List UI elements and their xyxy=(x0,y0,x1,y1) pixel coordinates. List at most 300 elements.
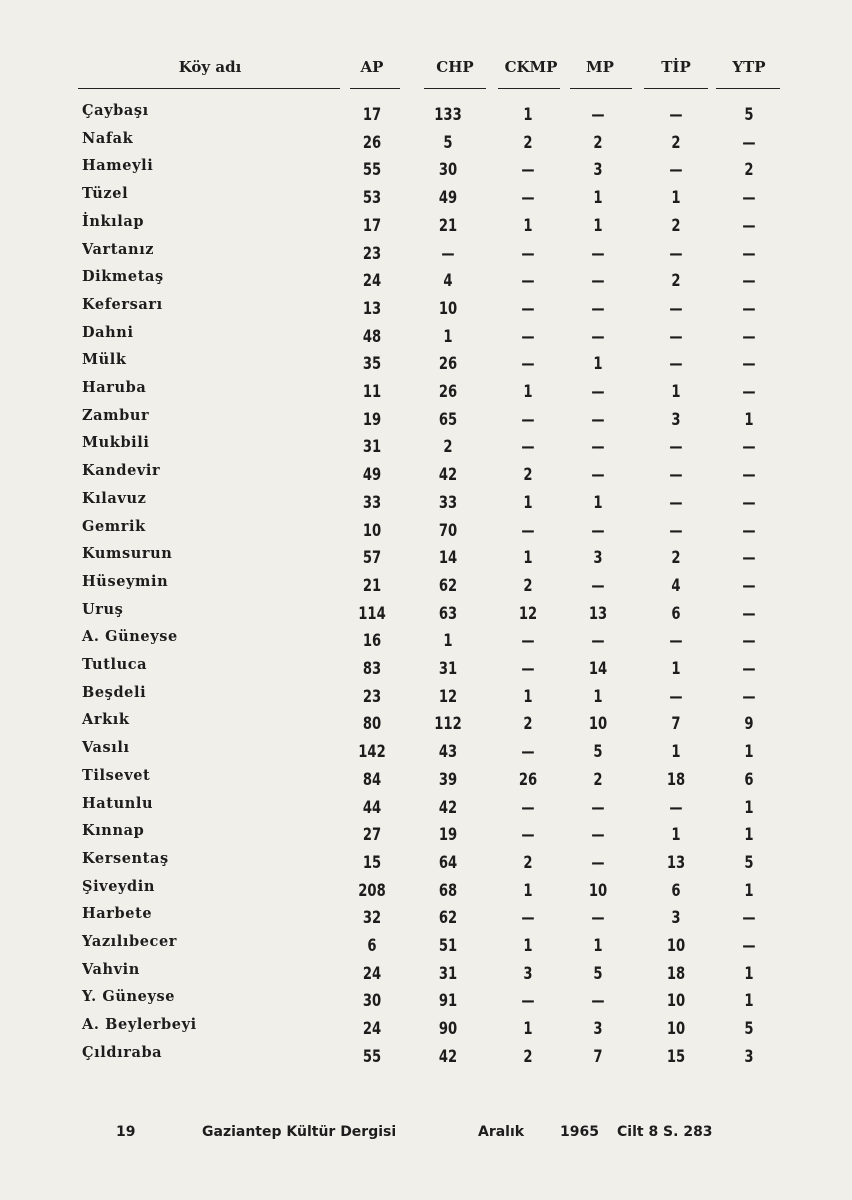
vote-ckmp: — xyxy=(521,160,535,181)
table-row xyxy=(0,130,852,158)
village-name: Dikmetaş xyxy=(82,268,164,286)
table-row xyxy=(0,656,852,684)
village-name: Gemrik xyxy=(82,517,146,535)
vote-ckmp: — xyxy=(521,908,535,929)
vote-ytp: 1 xyxy=(744,742,754,763)
vote-ap: 26 xyxy=(362,132,382,153)
vote-ckmp: 1 xyxy=(523,936,533,956)
vote-chp: — xyxy=(441,243,455,264)
vote-chp: 63 xyxy=(438,603,458,624)
vote-mp: — xyxy=(591,520,605,541)
vote-ytp: — xyxy=(742,659,756,679)
vote-tip: — xyxy=(669,492,683,513)
header-ckmp: CKMP xyxy=(504,58,558,76)
table-row xyxy=(0,462,852,490)
vote-mp: 14 xyxy=(588,659,608,679)
table-row xyxy=(0,601,852,629)
vote-chp: 112 xyxy=(434,714,462,735)
table-row xyxy=(0,628,852,656)
vote-mp: 10 xyxy=(588,880,608,901)
vote-tip: 1 xyxy=(671,188,681,209)
vote-ap: 57 xyxy=(362,548,382,569)
vote-mp: 5 xyxy=(593,742,603,763)
table-row xyxy=(0,684,852,712)
vote-ytp: 1 xyxy=(744,825,754,846)
vote-ap: 55 xyxy=(362,160,382,181)
vote-ckmp: 1 xyxy=(523,1019,533,1040)
village-name: Beşdeli xyxy=(82,683,147,701)
vote-tip: 1 xyxy=(671,659,681,679)
village-name: Kılavuz xyxy=(82,489,147,507)
table-row xyxy=(0,739,852,767)
vote-mp: 1 xyxy=(593,354,603,375)
vote-tip: 7 xyxy=(671,714,681,735)
vote-ap: 208 xyxy=(358,880,386,901)
vote-ckmp: 2 xyxy=(523,132,533,153)
vote-ap: 114 xyxy=(358,603,386,624)
village-name: Çıldıraba xyxy=(82,1043,163,1061)
vote-tip: — xyxy=(669,160,683,181)
vote-mp: 2 xyxy=(593,132,603,153)
vote-ytp: 9 xyxy=(744,714,754,735)
header-rule-ytp xyxy=(716,88,780,89)
vote-ytp: — xyxy=(742,631,756,652)
vote-chp: 43 xyxy=(438,742,458,763)
vote-ytp: — xyxy=(742,271,756,292)
vote-tip: 10 xyxy=(666,991,686,1012)
village-name: Arkık xyxy=(82,711,130,729)
vote-ap: 6 xyxy=(367,936,377,956)
vote-ytp: 1 xyxy=(744,963,754,984)
vote-ckmp: 1 xyxy=(523,382,533,402)
vote-tip: 3 xyxy=(671,908,681,929)
vote-tip: — xyxy=(669,298,683,319)
vote-ckmp: 1 xyxy=(523,105,533,125)
vote-ap: 30 xyxy=(362,991,382,1012)
table-row xyxy=(0,213,852,241)
vote-chp: 19 xyxy=(438,825,458,846)
vote-mp: — xyxy=(591,409,605,430)
vote-ckmp: — xyxy=(521,797,535,818)
table-row xyxy=(0,573,852,601)
table-row xyxy=(0,434,852,462)
vote-mp: — xyxy=(591,105,605,125)
table-row xyxy=(0,1044,852,1072)
header-ap: AP xyxy=(360,58,384,76)
vote-chp: 1 xyxy=(443,631,453,652)
vote-ap: 13 xyxy=(362,298,382,319)
vote-chp: 64 xyxy=(438,852,458,873)
vote-ap: 49 xyxy=(362,465,382,486)
table-row xyxy=(0,157,852,185)
vote-ckmp: 1 xyxy=(523,215,533,236)
vote-tip: 6 xyxy=(671,880,681,901)
village-name: Mülk xyxy=(82,351,127,369)
vote-ap: 84 xyxy=(362,769,382,790)
vote-tip: 10 xyxy=(666,1019,686,1040)
header-rule-tip xyxy=(644,88,708,89)
header-rule-ckmp xyxy=(498,88,560,89)
table-row xyxy=(0,241,852,269)
table-row xyxy=(0,102,852,130)
table-row xyxy=(0,795,852,823)
village-name: Nafak xyxy=(82,129,134,147)
vote-tip: 1 xyxy=(671,382,681,402)
village-name: Uruş xyxy=(82,600,124,618)
vote-ytp: — xyxy=(742,354,756,375)
vote-ckmp: — xyxy=(521,631,535,652)
vote-tip: — xyxy=(669,354,683,375)
vote-ytp: 1 xyxy=(744,797,754,818)
vote-ckmp: 2 xyxy=(523,465,533,486)
vote-ckmp: — xyxy=(521,298,535,319)
vote-tip: — xyxy=(669,797,683,818)
vote-tip: 2 xyxy=(671,215,681,236)
village-name: Kınnap xyxy=(82,822,145,840)
header-rule-chp xyxy=(424,88,486,89)
vote-ap: 21 xyxy=(362,575,382,596)
vote-ckmp: — xyxy=(521,825,535,846)
table-row xyxy=(0,961,852,989)
village-name: Tilsevet xyxy=(82,766,151,784)
vote-ytp: — xyxy=(742,298,756,319)
vote-mp: 1 xyxy=(593,492,603,513)
table-row xyxy=(0,407,852,435)
vote-chp: 33 xyxy=(438,492,458,513)
vote-mp: — xyxy=(591,326,605,347)
vote-chp: 30 xyxy=(438,160,458,181)
village-name: Kersentaş xyxy=(82,849,169,867)
village-name: Zambur xyxy=(82,406,150,424)
vote-ytp: 1 xyxy=(744,880,754,901)
table-row xyxy=(0,379,852,407)
vote-ap: 17 xyxy=(362,105,382,125)
vote-ap: 80 xyxy=(362,714,382,735)
vote-ckmp: 2 xyxy=(523,575,533,596)
vote-tip: 3 xyxy=(671,409,681,430)
vote-mp: — xyxy=(591,465,605,486)
village-name: Hüseymin xyxy=(82,572,169,590)
header-mp: MP xyxy=(586,58,614,76)
vote-ytp: — xyxy=(742,603,756,624)
journal-title: Gaziantep Kültür Dergisi xyxy=(202,1124,397,1140)
vote-tip: 6 xyxy=(671,603,681,624)
vote-tip: — xyxy=(669,437,683,458)
village-name: Hameyli xyxy=(82,157,154,175)
vote-mp: 1 xyxy=(593,936,603,956)
village-name: İnkılap xyxy=(82,212,145,230)
vote-ap: 15 xyxy=(362,852,382,873)
vote-chp: 62 xyxy=(438,908,458,929)
vote-ap: 48 xyxy=(362,326,382,347)
vote-chp: 5 xyxy=(443,132,453,153)
vote-ytp: — xyxy=(742,492,756,513)
vote-ytp: — xyxy=(742,437,756,458)
table-row xyxy=(0,518,852,546)
vote-mp: 5 xyxy=(593,963,603,984)
village-name: Şiveydin xyxy=(82,877,156,895)
vote-tip: — xyxy=(669,243,683,264)
volume-info: Cilt 8 S. 283 xyxy=(617,1124,713,1140)
vote-tip: — xyxy=(669,520,683,541)
vote-ap: 53 xyxy=(362,188,382,209)
vote-mp: — xyxy=(591,243,605,264)
vote-ckmp: — xyxy=(521,742,535,763)
vote-tip: 1 xyxy=(671,825,681,846)
vote-chp: 4 xyxy=(443,271,453,292)
vote-ytp: 2 xyxy=(744,160,754,181)
table-row xyxy=(0,490,852,518)
vote-chp: 68 xyxy=(438,880,458,901)
issue-month: Aralık xyxy=(478,1124,525,1140)
vote-tip: 2 xyxy=(671,132,681,153)
vote-ckmp: 1 xyxy=(523,686,533,707)
vote-ap: 24 xyxy=(362,963,382,984)
vote-ckmp: 2 xyxy=(523,714,533,735)
vote-ap: 55 xyxy=(362,1046,382,1067)
village-name: Yazılıbecer xyxy=(82,933,178,950)
vote-tip: 18 xyxy=(666,769,686,790)
vote-tip: 13 xyxy=(666,852,686,873)
vote-tip: — xyxy=(669,105,683,125)
vote-tip: 2 xyxy=(671,271,681,292)
vote-mp: 13 xyxy=(588,603,608,624)
header-chp: CHP xyxy=(436,58,474,76)
vote-ckmp: 26 xyxy=(518,769,538,790)
vote-ytp: — xyxy=(742,326,756,347)
vote-chp: 26 xyxy=(438,354,458,375)
table-row xyxy=(0,878,852,906)
vote-mp: — xyxy=(591,271,605,292)
vote-mp: 1 xyxy=(593,686,603,707)
village-name: Vahvin xyxy=(82,960,140,978)
vote-ap: 10 xyxy=(362,520,382,541)
vote-chp: 133 xyxy=(434,105,462,125)
vote-ytp: — xyxy=(742,575,756,596)
vote-mp: — xyxy=(591,298,605,319)
vote-tip: — xyxy=(669,326,683,347)
vote-tip: 15 xyxy=(666,1046,686,1067)
vote-ytp: — xyxy=(742,188,756,209)
vote-chp: 42 xyxy=(438,797,458,818)
header-ytp: YTP xyxy=(732,58,766,76)
vote-ytp: 1 xyxy=(744,409,754,430)
vote-ytp: — xyxy=(742,936,756,956)
vote-ckmp: 12 xyxy=(518,603,538,624)
vote-ap: 44 xyxy=(362,797,382,818)
vote-ap: 19 xyxy=(362,409,382,430)
village-name: Dahni xyxy=(82,323,134,341)
vote-ap: 83 xyxy=(362,659,382,679)
table-row xyxy=(0,850,852,878)
vote-ckmp: — xyxy=(521,520,535,541)
village-name: Haruba xyxy=(82,379,147,396)
village-name: Tüzel xyxy=(82,185,129,203)
vote-mp: 3 xyxy=(593,548,603,569)
vote-ap: 142 xyxy=(358,742,386,763)
vote-chp: 14 xyxy=(438,548,458,569)
vote-tip: 10 xyxy=(666,936,686,956)
page-number: 19 xyxy=(116,1124,136,1140)
village-name: Kefersarı xyxy=(82,295,163,313)
vote-ytp: — xyxy=(742,215,756,236)
vote-tip: 1 xyxy=(671,742,681,763)
vote-mp: 1 xyxy=(593,215,603,236)
table-row xyxy=(0,822,852,850)
vote-ytp: — xyxy=(742,520,756,541)
vote-chp: 42 xyxy=(438,1046,458,1067)
vote-chp: 70 xyxy=(438,520,458,541)
vote-chp: 90 xyxy=(438,1019,458,1040)
vote-ytp: 6 xyxy=(744,769,754,790)
vote-ckmp: — xyxy=(521,271,535,292)
vote-ytp: 1 xyxy=(744,991,754,1012)
vote-chp: 1 xyxy=(443,326,453,347)
village-name: Kandevir xyxy=(82,462,161,480)
vote-chp: 10 xyxy=(438,298,458,319)
vote-mp: 3 xyxy=(593,160,603,181)
vote-mp: 2 xyxy=(593,769,603,790)
village-name: Vasılı xyxy=(82,739,130,757)
vote-mp: 10 xyxy=(588,714,608,735)
vote-mp: 1 xyxy=(593,188,603,209)
vote-ytp: — xyxy=(742,465,756,486)
vote-tip: — xyxy=(669,465,683,486)
village-name: Vartanız xyxy=(82,240,155,258)
vote-ckmp: — xyxy=(521,326,535,347)
vote-ckmp: — xyxy=(521,659,535,679)
table-row xyxy=(0,711,852,739)
table-row xyxy=(0,767,852,795)
vote-ytp: — xyxy=(742,132,756,153)
vote-ytp: 3 xyxy=(744,1046,754,1067)
vote-chp: 42 xyxy=(438,465,458,486)
vote-mp: — xyxy=(591,437,605,458)
vote-ytp: — xyxy=(742,243,756,264)
vote-ckmp: 2 xyxy=(523,1046,533,1067)
vote-ap: 24 xyxy=(362,271,382,292)
vote-ap: 33 xyxy=(362,492,382,513)
table-row xyxy=(0,296,852,324)
village-name: Y. Güneyse xyxy=(82,988,176,1006)
vote-mp: — xyxy=(591,631,605,652)
vote-ap: 27 xyxy=(362,825,382,846)
vote-tip: 2 xyxy=(671,548,681,569)
vote-ckmp: 2 xyxy=(523,852,533,873)
vote-ytp: 5 xyxy=(744,105,754,125)
vote-ap: 23 xyxy=(362,243,382,264)
vote-ytp: — xyxy=(742,908,756,929)
table-row xyxy=(0,905,852,933)
vote-mp: — xyxy=(591,825,605,846)
header-rule-ap xyxy=(350,88,400,89)
vote-mp: 3 xyxy=(593,1019,603,1040)
vote-chp: 62 xyxy=(438,575,458,596)
vote-tip: 4 xyxy=(671,575,681,596)
table-row xyxy=(0,1016,852,1044)
vote-chp: 39 xyxy=(438,769,458,790)
village-name: Mukbili xyxy=(82,434,150,452)
vote-chp: 49 xyxy=(438,188,458,209)
vote-ap: 16 xyxy=(362,631,382,652)
vote-ytp: 5 xyxy=(744,852,754,873)
village-name: Çaybaşı xyxy=(82,102,149,119)
table-row xyxy=(0,324,852,352)
village-name: A. Güneyse xyxy=(82,628,178,646)
vote-tip: 18 xyxy=(666,963,686,984)
vote-ap: 32 xyxy=(362,908,382,929)
vote-ytp: — xyxy=(742,548,756,569)
vote-ytp: 5 xyxy=(744,1019,754,1040)
vote-chp: 12 xyxy=(438,686,458,707)
vote-tip: — xyxy=(669,631,683,652)
village-name: Hatunlu xyxy=(82,794,154,812)
vote-ckmp: — xyxy=(521,243,535,264)
vote-mp: — xyxy=(591,852,605,873)
vote-mp: — xyxy=(591,908,605,929)
vote-chp: 21 xyxy=(438,215,458,236)
vote-chp: 31 xyxy=(438,659,458,679)
header-rule-mp xyxy=(570,88,632,89)
vote-ckmp: — xyxy=(521,188,535,209)
vote-ap: 17 xyxy=(362,215,382,236)
village-name: Tutluca xyxy=(82,656,148,673)
vote-chp: 31 xyxy=(438,963,458,984)
vote-ckmp: — xyxy=(521,991,535,1012)
vote-ckmp: 3 xyxy=(523,963,533,984)
village-name: Harbete xyxy=(82,905,153,923)
table-row xyxy=(0,545,852,573)
vote-mp: 7 xyxy=(593,1046,603,1067)
table-row xyxy=(0,268,852,296)
issue-year: 1965 xyxy=(560,1124,599,1140)
vote-ckmp: — xyxy=(521,437,535,458)
vote-mp: — xyxy=(591,797,605,818)
vote-mp: — xyxy=(591,382,605,402)
vote-ap: 35 xyxy=(362,354,382,375)
vote-chp: 26 xyxy=(438,382,458,402)
table-row xyxy=(0,933,852,961)
page-footer xyxy=(0,1124,852,1148)
vote-ytp: — xyxy=(742,382,756,402)
vote-mp: — xyxy=(591,991,605,1012)
village-name: Kumsurun xyxy=(82,545,173,563)
vote-chp: 51 xyxy=(438,936,458,956)
vote-ckmp: 1 xyxy=(523,492,533,513)
header-tip: TİP xyxy=(661,58,691,76)
vote-tip: — xyxy=(669,686,683,707)
vote-chp: 65 xyxy=(438,409,458,430)
vote-ap: 11 xyxy=(362,382,382,402)
vote-ap: 31 xyxy=(362,437,382,458)
table-row xyxy=(0,988,852,1016)
vote-chp: 2 xyxy=(443,437,453,458)
header-rule-village xyxy=(78,88,340,89)
vote-mp: — xyxy=(591,575,605,596)
vote-chp: 91 xyxy=(438,991,458,1012)
vote-ckmp: — xyxy=(521,354,535,375)
table-row xyxy=(0,351,852,379)
vote-ckmp: 1 xyxy=(523,548,533,569)
table-header xyxy=(0,58,852,98)
table-row xyxy=(0,185,852,213)
village-name: A. Beylerbeyi xyxy=(82,1016,197,1034)
vote-ap: 23 xyxy=(362,686,382,707)
vote-ckmp: 1 xyxy=(523,880,533,901)
header-village: Köy adı xyxy=(178,58,242,76)
vote-ytp: — xyxy=(742,686,756,707)
vote-ckmp: — xyxy=(521,409,535,430)
